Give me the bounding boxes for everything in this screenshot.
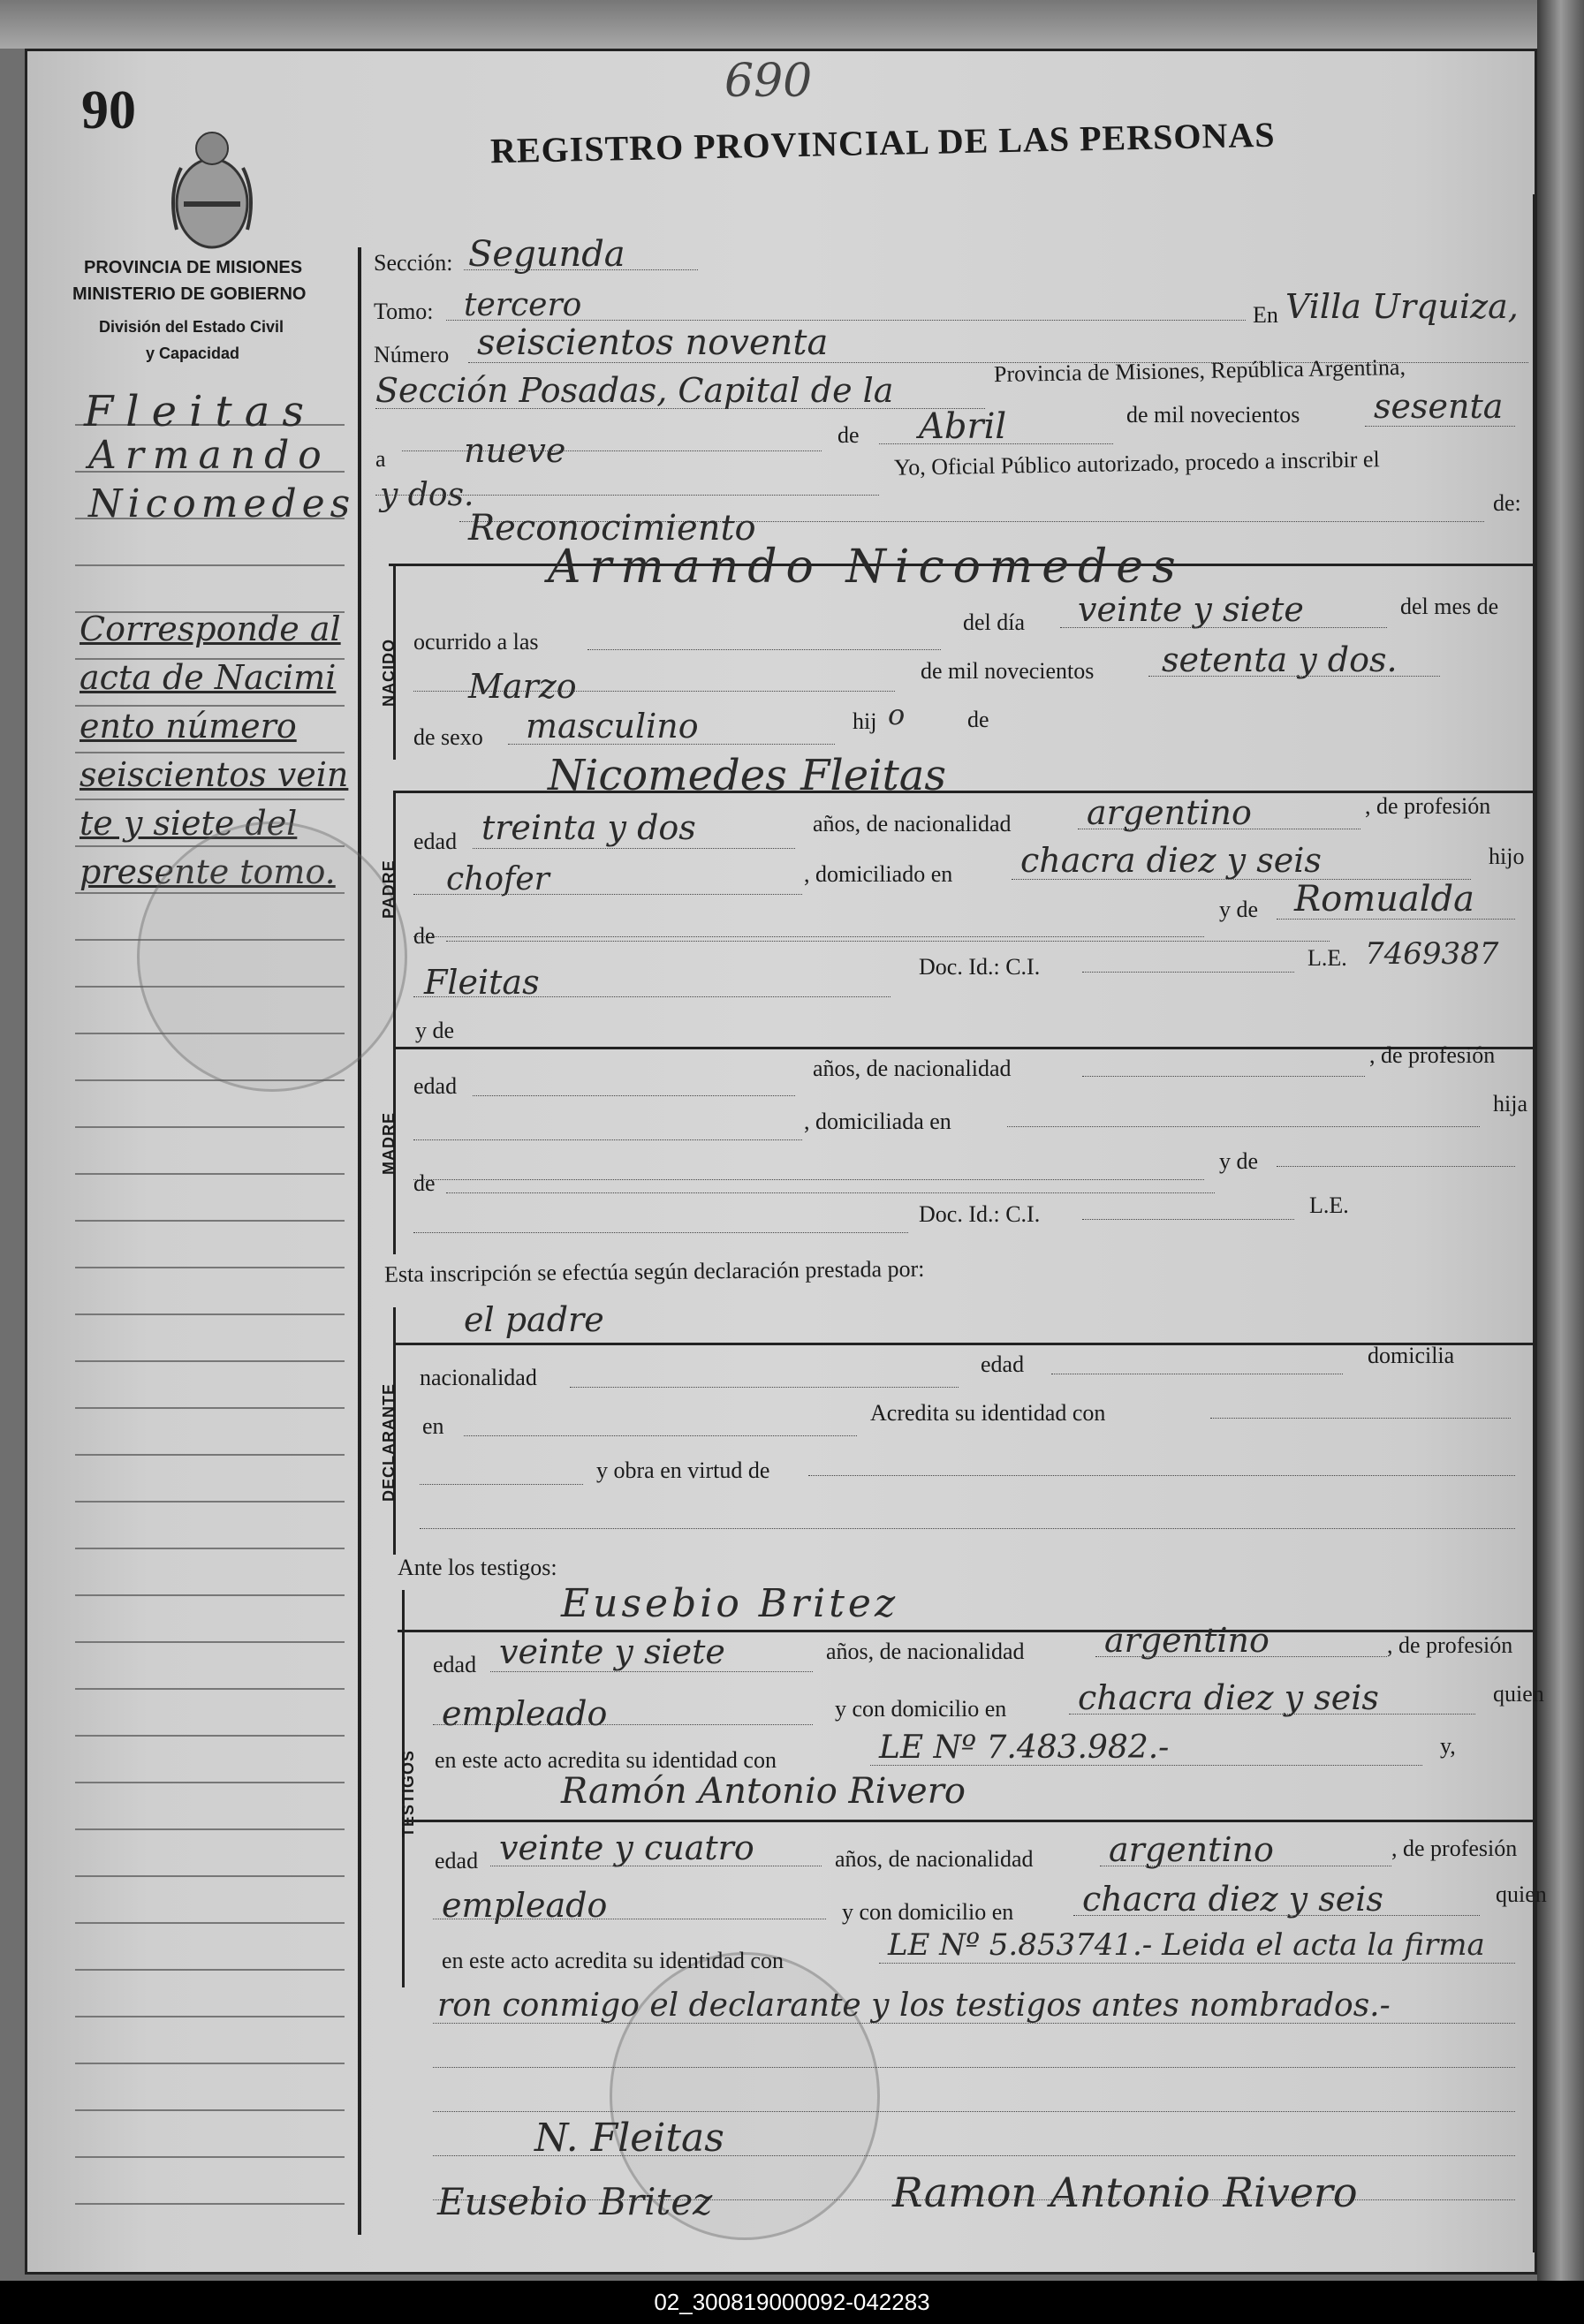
madre-de-label: de [413, 1170, 436, 1196]
signature-rule-2 [433, 2111, 1515, 2112]
de-label: de [837, 422, 860, 448]
padre-y-de-label: y de [1219, 897, 1259, 922]
numero-label: Número [374, 342, 450, 367]
hijo-de-label: de [967, 707, 989, 732]
testigo1-y-label: y, [1440, 1733, 1456, 1759]
margin-note-line: Corresponde al [80, 609, 341, 648]
testigo1-dom-value: chacra diez y seis [1078, 1678, 1379, 1717]
testigo1-nac-rule [1095, 1656, 1387, 1657]
margin-ruled-line [75, 2156, 345, 2158]
testigo1-doc-value: LE Nº 7.483.982.- [879, 1730, 1170, 1766]
declarante-en-label: en [422, 1413, 444, 1439]
ocurrido-label: ocurrido a las [413, 629, 539, 655]
agency-division: División del Estado Civil [99, 318, 284, 336]
madre-y-de2-rule [1277, 1166, 1515, 1167]
padre-hijo-label: hijo [1489, 844, 1525, 869]
margin-ruled-line [75, 2203, 345, 2205]
margin-ruled-line [75, 1267, 345, 1268]
margin-ruled-line [75, 1782, 345, 1783]
closing-rule [433, 2023, 1515, 2024]
padre-prof-label: , de profesión [1365, 793, 1491, 819]
testigo2-edad-label: edad [435, 1848, 479, 1874]
testigo2-nac-value: argentino [1109, 1830, 1274, 1869]
padre-edad-value: treinta y dos [481, 808, 696, 847]
folio-number: 690 [724, 55, 813, 108]
margin-note-line: acta de Nacimi [80, 658, 337, 697]
declarante-acredita-label: Acredita su identidad con [870, 1400, 1106, 1426]
birth-month-value: Marzo [468, 667, 577, 706]
agency-ministry: MINISTERIO DE GOBIERNO [72, 284, 307, 304]
signature-declarante: N. Fleitas [534, 2116, 724, 2161]
scan-id-footer: 02_300819000092-042283 [0, 2281, 1584, 2324]
agency-division-2: y Capacidad [146, 344, 240, 362]
day-value: nueve [464, 431, 566, 470]
declarante-intro: Esta inscripción se efectúa según declaración prestada por: [383, 1255, 925, 1288]
sexo-value: masculino [526, 707, 699, 746]
margin-ruled-line [75, 564, 345, 566]
padre-prof-value: chofer [446, 861, 549, 897]
margin-ruled-line [75, 1969, 345, 1971]
scan-top-edge [0, 0, 1584, 49]
padre-mother-surname: Fleitas [424, 963, 540, 1002]
madre-doc-rule [1082, 1219, 1294, 1220]
testigo1-nac-label: años, de nacionalidad [826, 1639, 1025, 1664]
nacido-name-value: Armando Nicomedes [548, 541, 1185, 594]
padre-section-label: PADRE [380, 859, 398, 919]
margin-separator [358, 247, 361, 2235]
madre-dom-rule [1007, 1126, 1480, 1127]
madre-prof-label: , de profesión [1369, 1042, 1496, 1068]
margin-ruled-line [75, 1922, 345, 1924]
yo-text: Yo, Oficial Público autorizado, procedo a inscribir el [893, 446, 1380, 481]
testigos-section-label: TESTIGOS [399, 1749, 417, 1837]
testigo2-acredita-label: en este acto acredita su identidad con [442, 1948, 784, 1973]
testigo2-quien-label: quien [1496, 1881, 1547, 1907]
testigo1-prof-rule [433, 1724, 813, 1725]
sexo-rule [508, 744, 835, 745]
padre-edad-rule [473, 848, 795, 849]
margin-ruled-line [75, 1220, 345, 1222]
hijo-suffix: o [888, 698, 906, 731]
en-label: En [1253, 302, 1278, 328]
padre-edad-label: edad [413, 829, 458, 854]
testigo1-edad-label: edad [433, 1652, 477, 1677]
testigo1-acredita-label: en este acto acredita su identidad con [435, 1747, 777, 1773]
dia-value: veinte y siete [1078, 590, 1304, 629]
right-border [1533, 194, 1535, 2252]
margin-ruled-line [75, 1126, 345, 1128]
testigo1-edad-rule [490, 1671, 813, 1672]
margin-ruled-line [75, 1454, 345, 1456]
margin-ruled-line [75, 1501, 345, 1503]
del-dia-label: del día [963, 609, 1026, 635]
closing-statement: ron conmigo el declarante y los testigos antes nombrados.- [437, 1987, 1391, 2024]
margin-ruled-line [75, 752, 345, 753]
margin-ruled-line [75, 1594, 345, 1596]
margin-ruled-line [75, 1828, 345, 1830]
yo-rule [375, 495, 879, 496]
padre-line3-rule [413, 936, 1204, 937]
padre-de-rule [446, 941, 1330, 942]
tomo-value: tercero [464, 287, 582, 323]
margin-ruled-line [75, 1688, 345, 1690]
testigo1-doc-rule [870, 1765, 1422, 1766]
declarante-virtud-rule-a [420, 1484, 583, 1485]
testigo2-doc-rule [879, 1963, 1515, 1964]
posadas-rule [375, 408, 985, 409]
margin-note-line: presente tomo. [80, 852, 336, 891]
testigo1-prof-label: , de profesión [1387, 1632, 1513, 1658]
declarante-edad-label: edad [981, 1351, 1025, 1377]
margin-ruled-line [75, 2109, 345, 2111]
padre-nac-label: años, de nacionalidad [813, 811, 1012, 836]
margin-given-name-2: Nicomedes [88, 481, 356, 526]
official-stamp-upper [137, 821, 407, 1092]
madre-section-label: MADRE [380, 1112, 398, 1175]
padre-dom-value: chacra diez y seis [1020, 841, 1322, 880]
madre-edad-label: edad [413, 1073, 458, 1099]
padre-surname-rule [413, 996, 891, 997]
document-title: REGISTRO PROVINCIAL DE LAS PERSONAS [489, 114, 1276, 171]
tomo-rule [446, 320, 1246, 321]
padre-doc-rule [1082, 972, 1294, 973]
madre-de-rule [446, 1192, 1215, 1193]
testigo2-doc-value: LE Nº 5.853741.- Leida el acta la firma [888, 1927, 1485, 1963]
numero-value: seiscientos noventa [477, 322, 829, 363]
testigo2-top-rule [402, 1820, 1533, 1822]
declarante-section-label: DECLARANTE [380, 1383, 398, 1502]
declarante-extra-rule [420, 1528, 1515, 1529]
a-label: a [375, 446, 386, 472]
padre-dom-label: , domiciliado en [804, 861, 953, 887]
month-rule [879, 443, 1113, 444]
madre-dom-label: , domiciliada en [804, 1109, 951, 1134]
testigo1-name: Eusebio Britez [561, 1581, 899, 1626]
seccion-value: Segunda [468, 234, 625, 275]
margin-ruled-line [75, 1641, 345, 1643]
madre-y-de2-label: y de [1219, 1148, 1259, 1174]
mes-label: del mes de [1400, 594, 1499, 619]
padre-nac-value: argentino [1087, 793, 1252, 832]
madre-prof-rule [413, 1139, 802, 1140]
declarante-nac-label: nacionalidad [420, 1365, 537, 1390]
declarante-virtud-rule-b [808, 1475, 1515, 1476]
declarante-acredita-rule [1210, 1418, 1511, 1419]
margin-note-line: ento número [80, 707, 297, 746]
margin-ruled-line [75, 2016, 345, 2017]
declarante-top-rule [393, 1343, 1533, 1345]
declarante-en-rule [464, 1435, 857, 1436]
testigo2-dom-value: chacra diez y seis [1082, 1880, 1383, 1919]
birth-mil-label: de mil novecientos [921, 658, 1095, 684]
testigo2-prof-value: empleado [442, 1886, 608, 1925]
madre-edad-rule [473, 1095, 795, 1096]
padre-de-label: de [413, 923, 436, 949]
padre-doc-label: Doc. Id.: C.I. [919, 954, 1041, 980]
padre-le-value: 7469387 [1365, 936, 1499, 972]
madre-top-rule [393, 1047, 1533, 1049]
en-value: Villa Urquiza, [1285, 287, 1519, 326]
margin-ruled-line [75, 1548, 345, 1549]
signature-witness-2: Ramon Antonio Rivero [892, 2169, 1358, 2216]
madre-hija-label: hija [1493, 1091, 1527, 1117]
margin-ruled-line [75, 799, 345, 800]
padre-mother-rule [1277, 919, 1515, 920]
seccion-label: Sección: [374, 250, 453, 276]
madre-doc-label: Doc. Id.: C.I. [919, 1201, 1041, 1227]
mil-novecientos-label: de mil novecientos [1126, 402, 1300, 428]
birth-year-value: setenta y dos. [1162, 640, 1398, 679]
sexo-label: de sexo [413, 724, 483, 750]
year-rule [1365, 426, 1515, 427]
signature-rule-1 [433, 2067, 1515, 2068]
signature-witness-1: Eusebio Britez [437, 2180, 713, 2223]
margin-note-line: seiscientos vein [80, 755, 349, 794]
madre-surname-rule [413, 1232, 908, 1233]
margin-note-line: te y siete del [80, 804, 298, 843]
seccion-posadas-value: Sección Posadas, Capital de la [375, 371, 894, 410]
testigo1-nac-value: argentino [1104, 1621, 1269, 1660]
seccion-rule [464, 269, 698, 270]
madre-line3-rule [413, 1179, 1204, 1180]
margin-ruled-line [75, 2063, 345, 2064]
testigo2-nac-label: años, de nacionalidad [835, 1846, 1034, 1872]
margin-given-name-1: Armando [88, 433, 330, 478]
padre-prof-rule [413, 894, 802, 895]
year-continuation: y dos. [380, 477, 474, 513]
testigo1-edad-value: veinte y siete [499, 1632, 725, 1671]
year-value: sesenta [1374, 387, 1504, 426]
month-value: Abril [919, 406, 1007, 447]
testigo2-name: Ramón Antonio Rivero [561, 1771, 966, 1812]
testigo1-dom-label: y con domicilio en [835, 1696, 1007, 1722]
de-colon-label: de: [1493, 490, 1521, 516]
ocurrido-rule [587, 649, 941, 650]
nacido-section-label: NACIDO [380, 639, 398, 707]
testigo1-prof-value: empleado [442, 1694, 608, 1733]
testigo1-dom-rule [1069, 1714, 1475, 1715]
declarante-nac-rule [570, 1387, 959, 1388]
testigos-intro: Ante los testigos: [398, 1555, 557, 1580]
testigo2-dom-rule [1073, 1915, 1480, 1916]
padre-mother-value: Romualda [1294, 879, 1474, 920]
tomo-label: Tomo: [374, 299, 434, 324]
testigo2-dom-label: y con domicilio en [842, 1899, 1014, 1925]
madre-nac-label: años, de nacionalidad [813, 1056, 1012, 1081]
margin-ruled-line [75, 1735, 345, 1737]
margin-ruled-line [75, 1313, 345, 1315]
margin-surname: Fleitas [84, 387, 316, 436]
madre-le-label: L.E. [1309, 1192, 1349, 1218]
madre-y-de-label: y de [415, 1018, 455, 1043]
hijo-label: hij [853, 708, 877, 734]
testigo2-edad-value: veinte y cuatro [499, 1828, 754, 1867]
padre-name-value: Nicomedes Fleitas [548, 751, 947, 800]
agency-province: PROVINCIA DE MISIONES [84, 258, 303, 277]
day-rule [402, 450, 822, 451]
declarante-dom-label: domicilia [1368, 1343, 1455, 1368]
testigo1-quien-label: quien [1493, 1681, 1544, 1707]
padre-le-label: L.E. [1307, 945, 1347, 971]
dia-rule [1060, 627, 1387, 628]
declarante-virtud-label: y obra en virtud de [596, 1457, 770, 1483]
testigo2-prof-label: , de profesión [1391, 1836, 1518, 1861]
margin-ruled-line [75, 1407, 345, 1409]
declarante-value: el padre [464, 1300, 604, 1339]
margin-ruled-line [75, 1173, 345, 1175]
book-binding-edge [1537, 0, 1584, 2324]
provincia-text: Provincia de Misiones, República Argentina, [993, 353, 1406, 388]
madre-nac-rule [1082, 1076, 1365, 1077]
birth-month-rule [413, 691, 895, 692]
coat-of-arms-seal [159, 124, 265, 265]
page-number: 90 [81, 80, 136, 140]
act-type-value: Reconocimiento [468, 508, 756, 549]
margin-ruled-line [75, 1360, 345, 1362]
birth-year-rule [1148, 676, 1440, 677]
margin-ruled-line [75, 1875, 345, 1877]
